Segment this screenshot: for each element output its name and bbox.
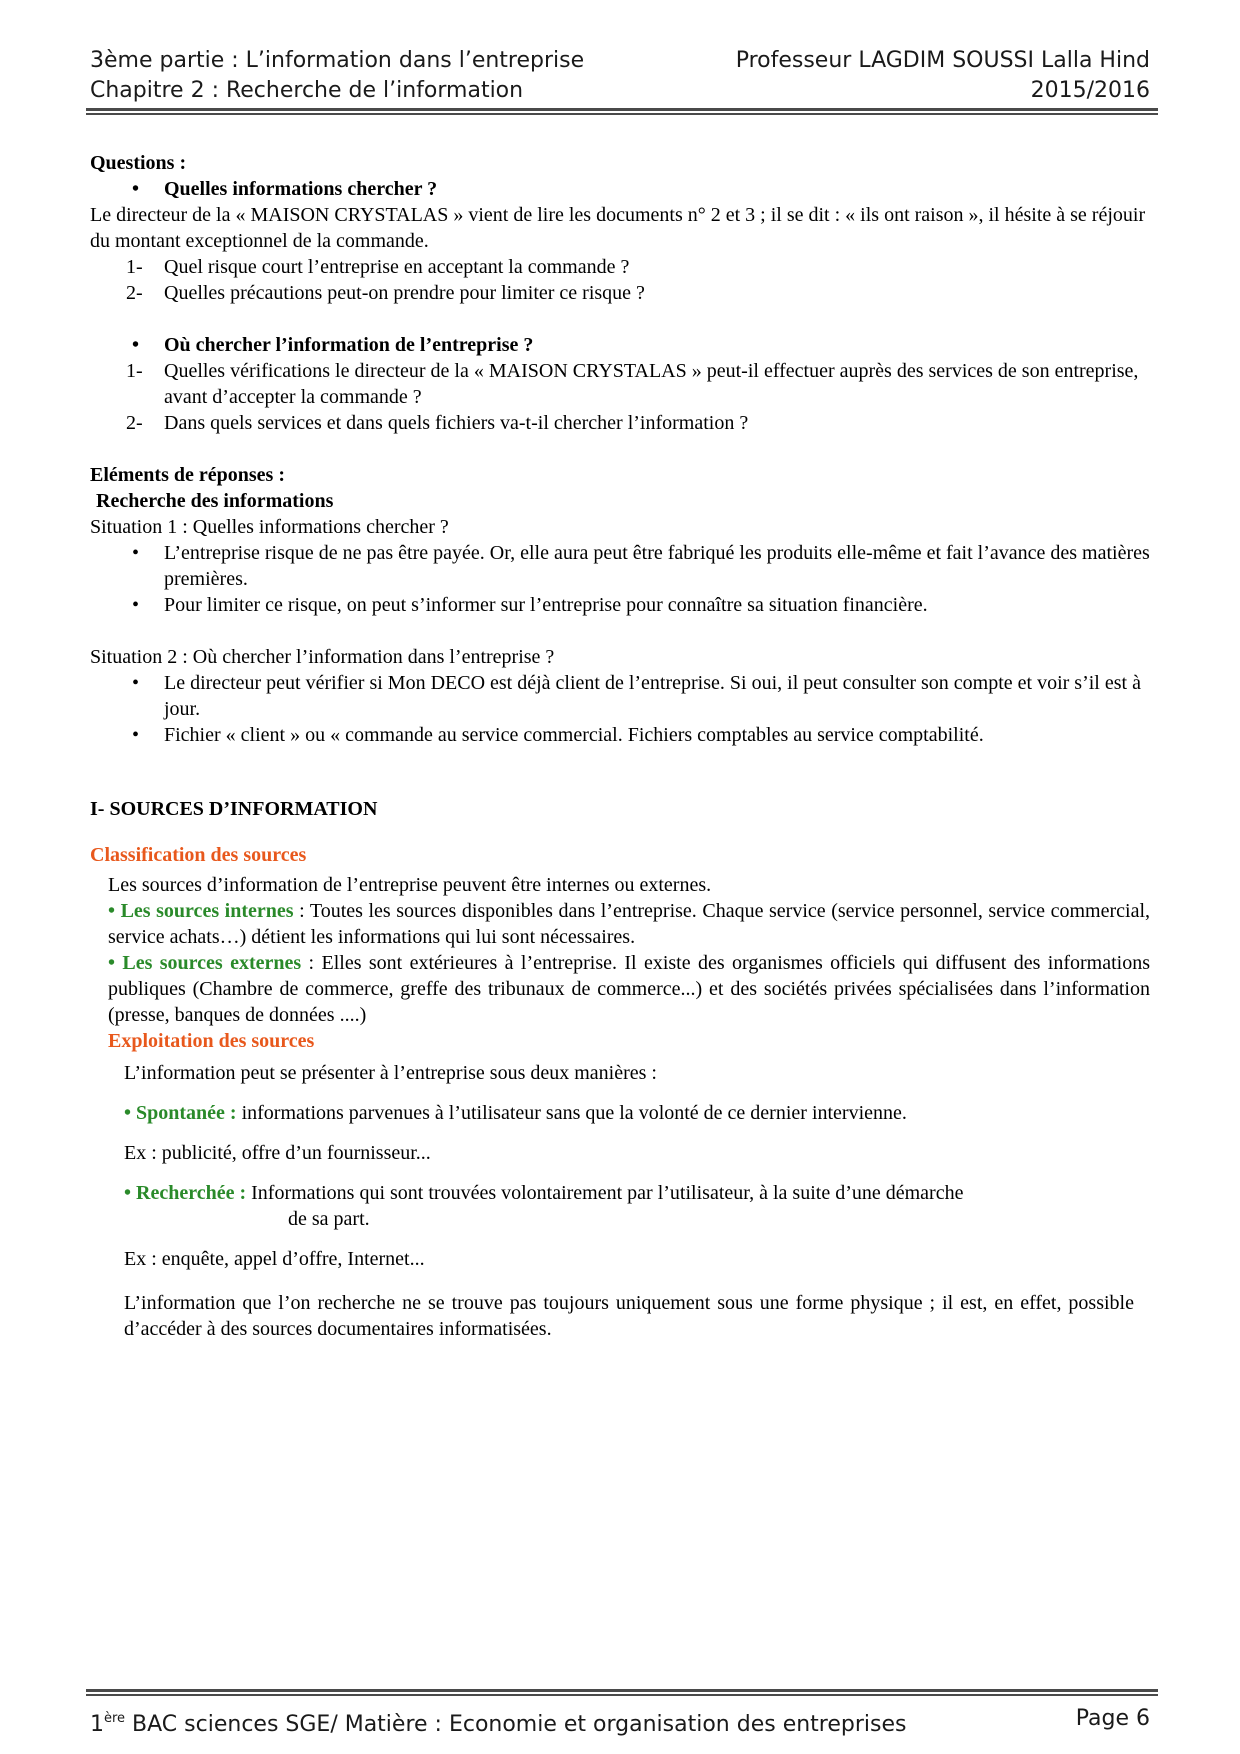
closing-paragraph: L’information que l’on recherche ne se trouve pas toujours uniquement sous une forme physique ; il est, en effet, possible d’accéder à des sources documentaires informatisées.: [124, 1292, 1134, 1340]
footer-divider: [86, 1689, 1158, 1696]
page-number: Page 6: [1075, 1706, 1150, 1731]
bullet-icon: •: [132, 724, 140, 746]
internal-sources-paragraph: • Les sources internes : Toutes les sources disponibles dans l’entreprise. Chaque service (service personnel, service commercial, service achats…) détient les informations qui lui sont nécessaires.: [108, 900, 1150, 948]
questions-title: Questions :: [90, 152, 187, 174]
question-block-1-intro: Le directeur de la « MAISON CRYSTALAS » vient de lire les documents n° 2 et 3 ; il se dit : « ils ont raison », il hésite à se réjouir du montant exceptionnel de la commande.: [90, 204, 1146, 252]
answers-title: Eléments de réponses :: [90, 464, 285, 486]
list-item: • Pour limiter ce risque, on peut s’informer sur l’entreprise pour connaître sa situation financière.: [132, 594, 928, 616]
list-item: 1- Quelles vérifications le directeur de la « MAISON CRYSTALAS » peut-il effectuer auprès des services de son entreprise, avant d’accepter la commande ?: [126, 360, 1139, 408]
footer-course: 1ère BAC sciences SGE/ Matière : Economie et organisation des entreprises: [90, 1711, 907, 1737]
bullet-icon: •: [132, 334, 140, 356]
list-item: 2- Dans quels services et dans quels fichiers va-t-il chercher l’information ?: [126, 412, 749, 434]
bullet-icon: •: [132, 542, 140, 564]
list-item: • L’entreprise risque de ne pas être payée. Or, elle aura peut être fabriqué les produits elle-même et fait l’avance des matières premières.: [132, 542, 1150, 590]
spontanee-label: • Spontanée :: [124, 1102, 237, 1124]
spontanee-paragraph: • Spontanée : informations parvenues à l’utilisateur sans que la volonté de ce dernier intervienne.: [124, 1102, 907, 1124]
list-item: 1- Quel risque court l’entreprise en acceptant la commande ?: [126, 256, 630, 278]
header-chapter-title: Chapitre 2 : Recherche de l’information: [90, 78, 524, 103]
internal-sources-label: • Les sources internes: [108, 900, 294, 922]
recherchee-paragraph: • Recherchée : Informations qui sont trouvées volontairement par l’utilisateur, à la suite d’une démarche: [124, 1182, 964, 1204]
bullet-icon: •: [132, 594, 140, 616]
question-block-1-title: • Quelles informations chercher ?: [132, 178, 438, 200]
external-sources-label: • Les sources externes: [108, 952, 302, 974]
list-item: 2- Quelles précautions peut-on prendre pour limiter ce risque ?: [126, 282, 645, 304]
page-content: [90, 150, 1150, 1342]
page-footer: [90, 1704, 1150, 1740]
header-divider: [86, 108, 1158, 115]
header-part-title: 3ème partie : L’information dans l’entreprise: [90, 48, 585, 73]
classification-title: Classification des sources: [90, 844, 307, 866]
list-item: • Fichier « client » ou « commande au service commercial. Fichiers comptables au service comptabilité.: [132, 724, 984, 746]
classification-intro: Les sources d’information de l’entreprise peuvent être internes ou externes.: [108, 874, 712, 896]
section-title: I- SOURCES D’INFORMATION: [90, 798, 378, 820]
header-year: 2015/2016: [1030, 78, 1150, 103]
question-block-2-title: • Où chercher l’information de l’entreprise ?: [132, 334, 534, 356]
recherchee-label: • Recherchée :: [124, 1182, 247, 1204]
exploitation-title: Exploitation des sources: [108, 1030, 315, 1052]
classification-block: [90, 872, 1150, 1054]
exploitation-block: [90, 1060, 1150, 1342]
page-header: [90, 46, 1150, 106]
list-item: • Le directeur peut vérifier si Mon DECO est déjà client de l’entreprise. Si oui, il peut consulter son compte et voir s’il est à jour.: [132, 672, 1141, 720]
bullet-icon: •: [132, 672, 140, 694]
situation-2-title: Situation 2 : Où chercher l’information dans l’entreprise ?: [90, 646, 555, 668]
bullet-icon: •: [132, 178, 140, 200]
external-sources-paragraph: • Les sources externes : Elles sont extérieures à l’entreprise. Il existe des organismes officiels qui diffusent des informations publiques (Chambre de commerce, greffe des tribunaux de commerce...) et des sociétés privées spécialisées dans l’information (presse, banques de données ....): [108, 952, 1150, 1026]
exploitation-intro: L’information peut se présenter à l’entreprise sous deux manières :: [124, 1062, 657, 1084]
recherchee-continuation: de sa part.: [288, 1208, 370, 1230]
header-professor: Professeur LAGDIM SOUSSI Lalla Hind: [735, 48, 1150, 73]
example-2: Ex : enquête, appel d’offre, Internet...: [124, 1248, 425, 1270]
situation-1-title: Situation 1 : Quelles informations chercher ?: [90, 516, 449, 538]
example-1: Ex : publicité, offre d’un fournisseur...: [124, 1142, 431, 1164]
answers-subtitle: Recherche des informations: [96, 490, 334, 512]
